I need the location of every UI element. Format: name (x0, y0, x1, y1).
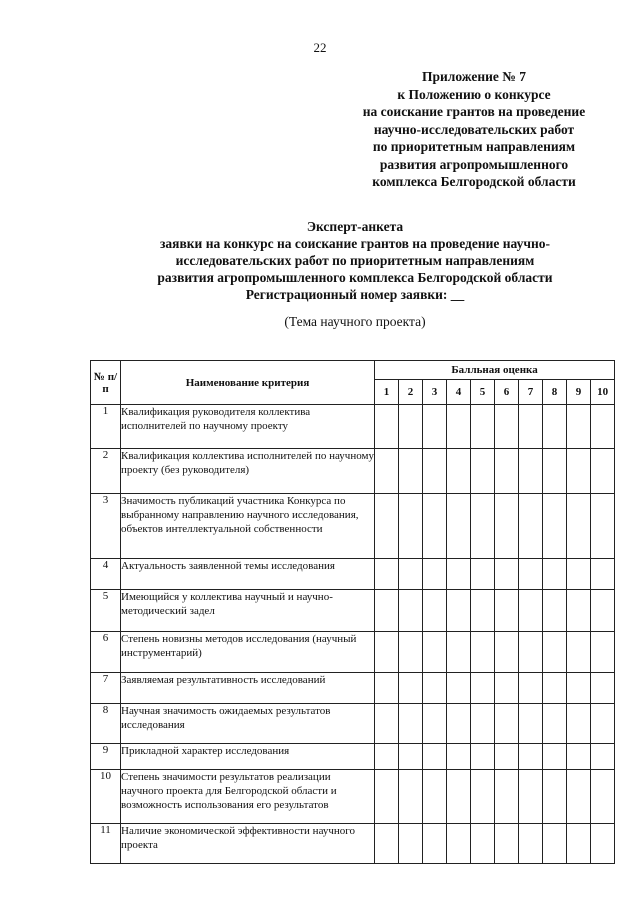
criterion-name: Заявляемая результативность исследований (121, 673, 375, 704)
appendix-line: Приложение № 7 (422, 69, 526, 84)
score-cell[interactable] (447, 824, 471, 864)
table-row (91, 405, 615, 449)
score-cell[interactable] (447, 559, 471, 590)
score-cell[interactable] (591, 770, 615, 824)
score-cell[interactable] (591, 632, 615, 673)
score-cell[interactable] (543, 559, 567, 590)
score-cell[interactable] (567, 704, 591, 744)
score-cell[interactable] (423, 494, 447, 559)
score-cell[interactable] (375, 770, 399, 824)
title-line: Эксперт-анкета (306, 219, 404, 234)
score-cell[interactable] (567, 590, 591, 632)
score-cell[interactable] (519, 632, 543, 673)
table-row (91, 744, 615, 770)
score-cell[interactable] (471, 704, 495, 744)
score-cell[interactable] (375, 824, 399, 864)
score-cell[interactable] (495, 494, 519, 559)
score-col-header: 4 (447, 380, 471, 405)
criterion-name: Прикладной характер исследования (121, 744, 375, 770)
score-cell[interactable] (399, 704, 423, 744)
score-cell[interactable] (399, 449, 423, 494)
score-cell[interactable] (495, 449, 519, 494)
score-cell[interactable] (567, 770, 591, 824)
criterion-number: 11 (91, 824, 121, 864)
score-cell[interactable] (567, 494, 591, 559)
criterion-number: 1 (91, 405, 121, 449)
score-cell[interactable] (399, 673, 423, 704)
score-cell[interactable] (567, 449, 591, 494)
score-cell[interactable] (423, 704, 447, 744)
table-row (91, 494, 615, 559)
criterion-number: 5 (91, 590, 121, 632)
score-cell[interactable] (519, 744, 543, 770)
criterion-number: 8 (91, 704, 121, 744)
score-cell[interactable] (447, 770, 471, 824)
score-cell[interactable] (543, 632, 567, 673)
score-cell[interactable] (519, 673, 543, 704)
criteria-table (90, 360, 615, 864)
score-cell[interactable] (447, 704, 471, 744)
score-cell[interactable] (399, 494, 423, 559)
score-cell[interactable] (423, 673, 447, 704)
appendix-line: на соискание грантов на проведение (362, 104, 586, 119)
score-cell[interactable] (375, 673, 399, 704)
score-cell[interactable] (399, 559, 423, 590)
score-cell[interactable] (447, 405, 471, 449)
project-topic: (Тема научного проекта) (284, 314, 426, 329)
score-cell[interactable] (447, 590, 471, 632)
score-cell[interactable] (495, 559, 519, 590)
score-cell[interactable] (519, 449, 543, 494)
score-cell[interactable] (519, 559, 543, 590)
score-cell[interactable] (399, 632, 423, 673)
score-cell[interactable] (423, 824, 447, 864)
score-cell[interactable] (495, 770, 519, 824)
table-row (91, 673, 615, 704)
score-cell[interactable] (519, 704, 543, 744)
score-cell[interactable] (471, 824, 495, 864)
registration-number: Регистрационный номер заявки: __ (245, 287, 465, 302)
score-cell[interactable] (567, 559, 591, 590)
score-cell[interactable] (375, 494, 399, 559)
table-row (91, 590, 615, 632)
score-cell[interactable] (399, 405, 423, 449)
score-cell[interactable] (471, 405, 495, 449)
score-cell[interactable] (567, 405, 591, 449)
score-cell[interactable] (423, 632, 447, 673)
score-cell[interactable] (495, 632, 519, 673)
score-cell[interactable] (447, 632, 471, 673)
score-cell[interactable] (423, 590, 447, 632)
score-col-header: 7 (519, 380, 543, 405)
score-cell[interactable] (543, 704, 567, 744)
title-line: развития агропромышленного комплекса Белгородской области (157, 270, 553, 285)
criterion-name: Квалификация руководителя коллектива исполнителей по научному проекту (121, 405, 375, 449)
score-cell[interactable] (519, 590, 543, 632)
table-row (91, 449, 615, 494)
criterion-name: Научная значимость ожидаемых результатов исследования (121, 704, 375, 744)
score-cell[interactable] (447, 449, 471, 494)
score-cell[interactable] (471, 559, 495, 590)
appendix-line: к Положению о конкурсе (397, 86, 551, 102)
score-cell[interactable] (543, 744, 567, 770)
score-cell[interactable] (423, 770, 447, 824)
score-cell[interactable] (399, 770, 423, 824)
criterion-number: 10 (91, 770, 121, 824)
appendix-line: научно-исследовательских работ (373, 121, 575, 137)
score-cell[interactable] (567, 744, 591, 770)
score-cell[interactable] (543, 824, 567, 864)
score-cell[interactable] (543, 494, 567, 559)
score-cell[interactable] (495, 744, 519, 770)
document-title (60, 218, 640, 303)
title-line: заявки на конкурс на соискание грантов на проведение научно- (160, 236, 550, 251)
table-row (91, 704, 615, 744)
criterion-name: Значимость публикаций участника Конкурса по выбранному направлению научного исследования, объектов интеллектуальной собственности (121, 494, 375, 559)
appendix-heading (344, 68, 604, 191)
score-col-header: 10 (591, 380, 615, 405)
score-cell[interactable] (591, 405, 615, 449)
appendix-line: по приоритетным направлениям (372, 139, 576, 154)
score-cell[interactable] (519, 824, 543, 864)
score-col-header: 2 (399, 380, 423, 405)
criterion-number: 2 (91, 449, 121, 494)
criterion-number: 3 (91, 494, 121, 559)
score-cell[interactable] (375, 590, 399, 632)
score-cell[interactable] (399, 590, 423, 632)
score-cell[interactable] (375, 449, 399, 494)
score-cell[interactable] (375, 559, 399, 590)
score-cell[interactable] (495, 824, 519, 864)
score-cell[interactable] (567, 673, 591, 704)
score-cell[interactable] (543, 590, 567, 632)
score-col-header: 9 (567, 380, 591, 405)
score-cell[interactable] (471, 449, 495, 494)
score-cell[interactable] (591, 744, 615, 770)
col-num-header: № п/п (91, 361, 121, 405)
score-cell[interactable] (519, 405, 543, 449)
criterion-number: 7 (91, 673, 121, 704)
score-cell[interactable] (423, 559, 447, 590)
score-cell[interactable] (519, 770, 543, 824)
score-cell[interactable] (471, 494, 495, 559)
score-cell[interactable] (471, 744, 495, 770)
score-col-header: 8 (543, 380, 567, 405)
table-row (91, 770, 615, 824)
score-cell[interactable] (543, 449, 567, 494)
criterion-name: Квалификация коллектива исполнителей по научному проекту (без руководителя) (121, 449, 375, 494)
appendix-line: комплекса Белгородской области (372, 174, 576, 189)
criterion-number: 4 (91, 559, 121, 590)
page-number: 22 (313, 40, 327, 55)
score-cell[interactable] (495, 590, 519, 632)
criterion-number: 6 (91, 632, 121, 673)
score-col-header: 3 (423, 380, 447, 405)
score-cell[interactable] (399, 824, 423, 864)
score-cell[interactable] (495, 673, 519, 704)
score-cell[interactable] (423, 449, 447, 494)
table-row (91, 559, 615, 590)
score-cell[interactable] (495, 405, 519, 449)
score-cell[interactable] (471, 632, 495, 673)
score-cell[interactable] (495, 704, 519, 744)
score-cell[interactable] (591, 704, 615, 744)
criterion-name: Степень значимости результатов реализации научного проекта для Белгородской области и возможность использования его результатов (121, 770, 375, 824)
score-cell[interactable] (375, 744, 399, 770)
score-cell[interactable] (471, 770, 495, 824)
score-cell[interactable] (591, 673, 615, 704)
score-cell[interactable] (375, 704, 399, 744)
score-cell[interactable] (447, 744, 471, 770)
score-cell[interactable] (591, 559, 615, 590)
score-cell[interactable] (567, 824, 591, 864)
criterion-number: 9 (91, 744, 121, 770)
table-row (91, 824, 615, 864)
score-cell[interactable] (447, 673, 471, 704)
score-header: Балльная оценка (375, 361, 615, 380)
score-cell[interactable] (543, 770, 567, 824)
score-cell[interactable] (543, 405, 567, 449)
table-row (91, 632, 615, 673)
criterion-name: Актуальность заявленной темы исследования (121, 559, 375, 590)
score-col-header: 1 (375, 380, 399, 405)
score-cell[interactable] (543, 673, 567, 704)
score-cell[interactable] (567, 632, 591, 673)
score-cell[interactable] (375, 632, 399, 673)
score-cell[interactable] (591, 590, 615, 632)
criterion-name: Имеющийся у коллектива научный и научно-методический задел (121, 590, 375, 632)
score-cell[interactable] (447, 494, 471, 559)
score-cell[interactable] (591, 494, 615, 559)
col-name-header: Наименование критерия (121, 361, 375, 405)
criterion-name: Степень новизны методов исследования (научный инструментарий) (121, 632, 375, 673)
score-cell[interactable] (399, 744, 423, 770)
criterion-name: Наличие экономической эффективности научного проекта (121, 824, 375, 864)
title-line: исследовательских работ по приоритетным направлениям (175, 253, 535, 268)
score-cell[interactable] (519, 494, 543, 559)
score-cell[interactable] (423, 405, 447, 449)
appendix-line: развития агропромышленного (379, 156, 569, 172)
score-cell[interactable] (591, 449, 615, 494)
score-cell[interactable] (423, 744, 447, 770)
score-cell[interactable] (591, 824, 615, 864)
score-cell[interactable] (471, 590, 495, 632)
score-col-header: 5 (471, 380, 495, 405)
score-cell[interactable] (471, 673, 495, 704)
score-cell[interactable] (375, 405, 399, 449)
score-col-header: 6 (495, 380, 519, 405)
